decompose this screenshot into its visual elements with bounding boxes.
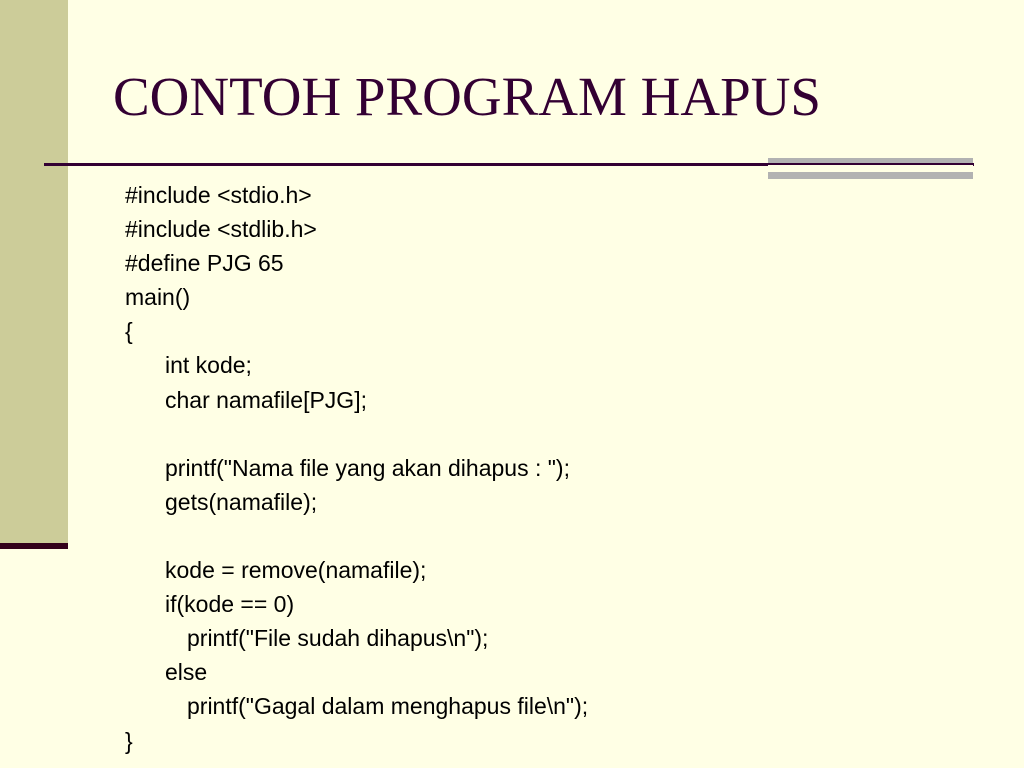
code-line: int kode; xyxy=(165,352,252,379)
side-decoration-bar xyxy=(0,0,68,545)
accent-gap xyxy=(768,165,973,170)
code-line: char namafile[PJG]; xyxy=(165,386,367,413)
code-line: #define PJG 65 xyxy=(125,250,284,277)
slide-title: CONTOH PROGRAM HAPUS xyxy=(113,66,822,127)
code-line: #include <stdio.h> xyxy=(125,182,312,208)
code-line-blank xyxy=(125,519,995,553)
code-line: else xyxy=(165,659,208,686)
code-line-blank xyxy=(125,417,995,451)
code-line: printf("Nama file yang akan dihapus : "); xyxy=(165,454,570,481)
code-line: } xyxy=(125,727,133,754)
code-line: { xyxy=(125,318,133,345)
code-line: main() xyxy=(125,284,191,311)
code-line: gets(namafile); xyxy=(165,488,318,515)
code-line: #include <stdlib.h> xyxy=(125,216,317,243)
accent-bar xyxy=(768,158,973,163)
accent-bars xyxy=(768,158,973,180)
code-line: printf("File sudah dihapus\n"); xyxy=(187,625,489,652)
code-line: printf("Gagal dalam menghapus file\n"); xyxy=(187,693,589,720)
code-listing xyxy=(125,178,995,758)
side-decoration-underline xyxy=(0,543,68,549)
code-line: if(kode == 0) xyxy=(165,591,295,618)
code-line: kode = remove(namafile); xyxy=(165,557,427,584)
